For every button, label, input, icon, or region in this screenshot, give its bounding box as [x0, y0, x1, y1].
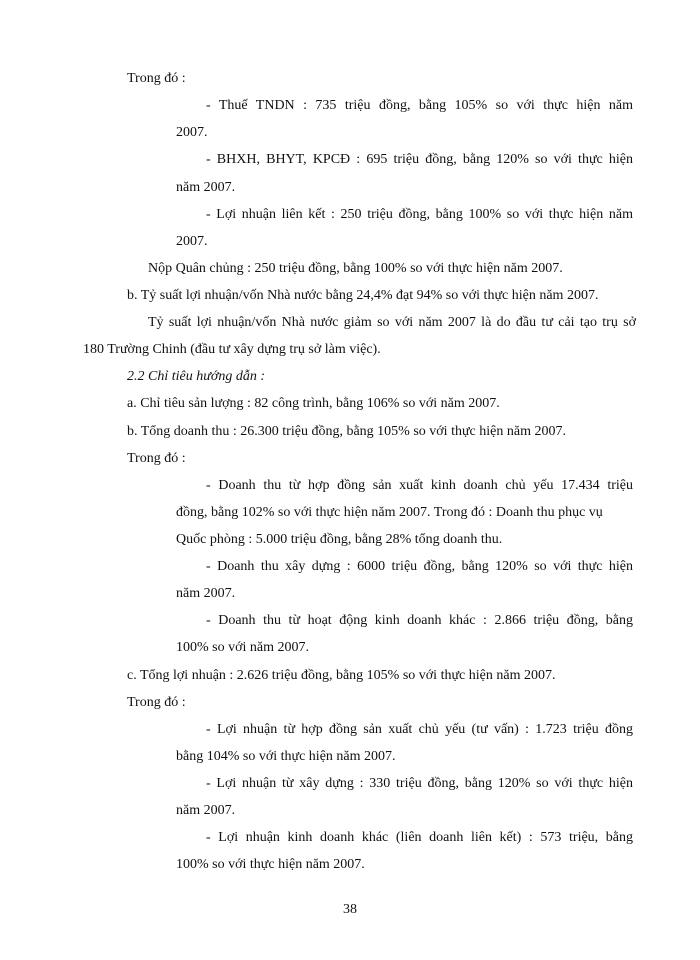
text-line: Trong đó : [127, 71, 186, 86]
text-line: - Lợi nhuận liên kết : 250 triệu đồng, bằng 100% so với thực hiện năm [206, 207, 633, 222]
text-line: 180 Trường Chinh (đầu tư xây dựng trụ sở làm việc). [83, 342, 381, 357]
section-heading: 2.2 Chỉ tiêu hướng dẫn : [127, 369, 265, 384]
text-line: Nộp Quân chủng : 250 triệu đồng, bằng 100% so với thực hiện năm 2007. [148, 261, 563, 276]
text-line: - Doanh thu từ hoạt động kinh doanh khác : 2.866 triệu đồng, bằng [206, 613, 633, 628]
text-line: - Lợi nhuận kinh doanh khác (liên doanh liên kết) : 573 triệu, bằng [206, 830, 633, 845]
text-line: - Thuế TNDN : 735 triệu đồng, bằng 105% so với thực hiện năm [206, 98, 633, 113]
text-line: 2007. [176, 125, 208, 140]
text-line: đồng, bằng 102% so với thực hiện năm 2007. Trong đó : Doanh thu phục vụ [176, 505, 603, 520]
text-line: 100% so với năm 2007. [176, 640, 310, 655]
text-line: - BHXH, BHYT, KPCĐ : 695 triệu đồng, bằng 120% so với thực hiện [206, 152, 633, 167]
text-line: năm 2007. [176, 803, 236, 818]
text-line: năm 2007. [176, 180, 236, 195]
text-line: Tỷ suất lợi nhuận/vốn Nhà nước giảm so với năm 2007 là do đầu tư cải tạo trụ sở [148, 315, 636, 330]
text-line: 2007. [176, 234, 208, 249]
text-line: - Doanh thu xây dựng : 6000 triệu đồng, bằng 120% so với thực hiện [206, 559, 633, 574]
text-line: c. Tổng lợi nhuận : 2.626 triệu đồng, bằng 105% so với thực hiện năm 2007. [127, 668, 556, 683]
text-line: b. Tổng doanh thu : 26.300 triệu đồng, bằng 105% so với thực hiện năm 2007. [127, 424, 566, 439]
text-line: Quốc phòng : 5.000 triệu đồng, bằng 28% tổng doanh thu. [176, 532, 503, 547]
text-line: Trong đó : [127, 695, 186, 710]
text-line: b. Tỷ suất lợi nhuận/vốn Nhà nước bằng 24,4% đạt 94% so với thực hiện năm 2007. [127, 288, 599, 303]
text-line: - Lợi nhuận từ hợp đồng sản xuất chủ yếu (tư vấn) : 1.723 triệu đồng [206, 722, 633, 737]
page-number: 38 [343, 902, 357, 917]
text-line: a. Chỉ tiêu sản lượng : 82 công trình, bằng 106% so với năm 2007. [127, 396, 500, 411]
text-line: 100% so với thực hiện năm 2007. [176, 857, 365, 872]
text-line: - Doanh thu từ hợp đồng sản xuất kinh doanh chủ yếu 17.434 triệu [206, 478, 633, 493]
text-line: năm 2007. [176, 586, 236, 601]
text-line: - Lợi nhuận từ xây dựng : 330 triệu đồng, bằng 120% so với thực hiện [206, 776, 633, 791]
text-line: bằng 104% so với thực hiện năm 2007. [176, 749, 396, 764]
text-line: Trong đó : [127, 451, 186, 466]
